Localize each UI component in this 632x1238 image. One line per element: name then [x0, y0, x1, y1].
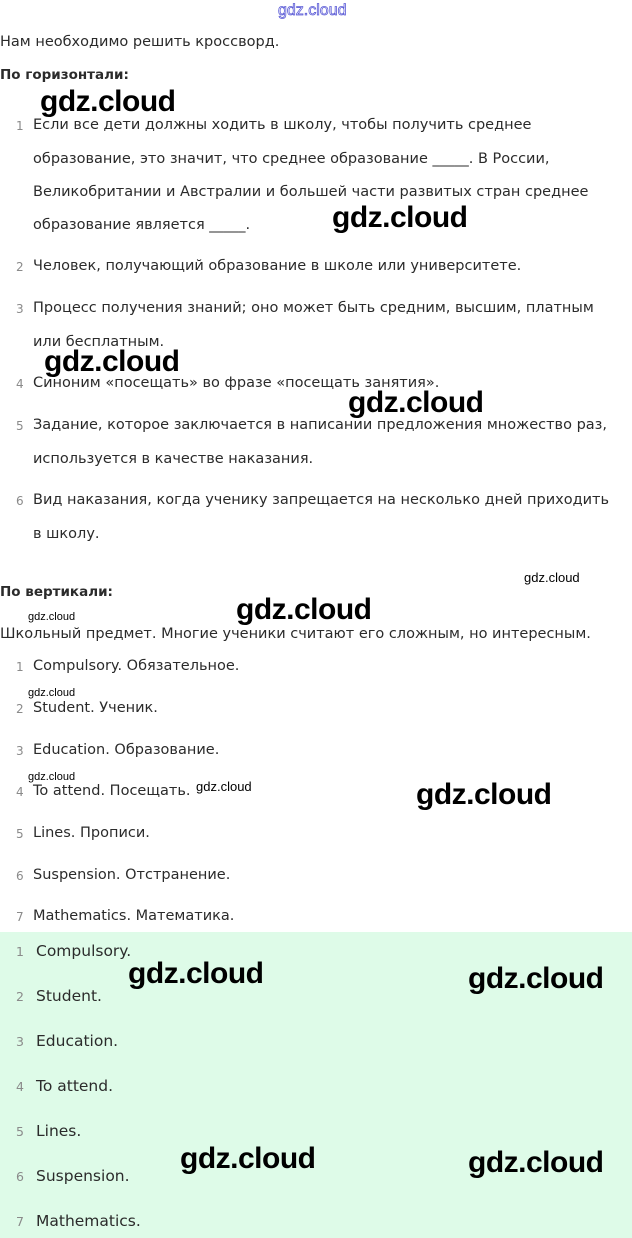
- across-clue-3-line-1: Процесс получения знаний; оно может быть средним, высшим, платным: [33, 300, 594, 316]
- watermark: gdz.cloud: [524, 570, 580, 585]
- watermark: gdz.cloud: [196, 779, 252, 794]
- watermark: gdz.cloud: [468, 1146, 604, 1179]
- translation-num-3: 3: [16, 744, 24, 758]
- answer-6: Suspension.: [36, 1167, 130, 1185]
- answer-num-5: 5: [16, 1124, 24, 1139]
- translation-6: Suspension. Отстранение.: [33, 867, 231, 883]
- across-clue-4: Синоним «посещать» во фразе «посещать занятия».: [33, 375, 440, 391]
- watermark: gdz.cloud: [332, 201, 468, 234]
- answer-num-4: 4: [16, 1079, 24, 1094]
- across-clue-1-line-2: образование, это значит, что среднее образование _____. В России,: [33, 151, 550, 167]
- watermark: gdz.cloud: [28, 611, 76, 623]
- watermark: gdz.cloud: [44, 345, 180, 378]
- answer-2: Student.: [36, 987, 102, 1005]
- translation-num-6: 6: [16, 869, 24, 883]
- translation-1: Compulsory. Обязательное.: [33, 658, 240, 674]
- watermark: gdz.cloud: [128, 957, 264, 990]
- answer-7: Mathematics.: [36, 1212, 141, 1230]
- across-heading: По горизонтали:: [0, 67, 129, 83]
- across-num-4: 4: [16, 377, 24, 391]
- across-clue-6-line-1: Вид наказания, когда ученику запрещается на несколько дней приходить: [33, 492, 610, 508]
- answer-num-3: 3: [16, 1034, 24, 1049]
- across-clue-5-line-1: Задание, которое заключается в написании предложения множество раз,: [33, 417, 607, 433]
- translation-num-1: 1: [16, 660, 24, 674]
- translation-num-2: 2: [16, 702, 24, 716]
- translation-7: Mathematics. Математика.: [33, 908, 235, 924]
- translation-num-4: 4: [16, 785, 24, 799]
- across-clue-2: Человек, получающий образование в школе или университете.: [33, 258, 522, 274]
- answer-num-1: 1: [16, 944, 24, 959]
- answer-5: Lines.: [36, 1122, 82, 1140]
- translation-num-5: 5: [16, 827, 24, 841]
- intro-text: Нам необходимо решить кроссворд.: [0, 34, 280, 50]
- across-clue-3-line-2: или бесплатным.: [33, 334, 165, 350]
- across-clue-1-line-3: Великобритании и Австралии и большей части развитых стран среднее: [33, 184, 589, 200]
- watermark: gdz.cloud: [40, 85, 176, 118]
- across-num-1: 1: [16, 119, 24, 133]
- across-clue-5-line-2: используется в качестве наказания.: [33, 451, 314, 467]
- watermark-top: gdz.cloud: [278, 2, 347, 19]
- answer-num-2: 2: [16, 989, 24, 1004]
- translation-num-7: 7: [16, 910, 24, 924]
- answer-num-6: 6: [16, 1169, 24, 1184]
- answer-4: To attend.: [36, 1077, 114, 1095]
- answer-3: Education.: [36, 1032, 119, 1050]
- watermark: gdz.cloud: [348, 386, 484, 419]
- across-clue-1-line-4: образование является _____.: [33, 217, 251, 233]
- watermark: gdz.cloud: [236, 593, 372, 626]
- translation-2: Student. Ученик.: [33, 700, 158, 716]
- across-num-6: 6: [16, 494, 24, 508]
- across-num-5: 5: [16, 419, 24, 433]
- answer-num-7: 7: [16, 1214, 24, 1229]
- watermark: gdz.cloud: [468, 962, 604, 995]
- translation-5: Lines. Прописи.: [33, 825, 150, 841]
- across-num-2: 2: [16, 260, 24, 274]
- answer-1: Compulsory.: [36, 942, 132, 960]
- watermark: gdz.cloud: [28, 687, 76, 699]
- across-num-3: 3: [16, 302, 24, 316]
- across-clue-6-line-2: в школу.: [33, 526, 100, 542]
- watermark: gdz.cloud: [28, 771, 76, 783]
- translation-3: Education. Образование.: [33, 742, 220, 758]
- watermark: gdz.cloud: [180, 1142, 316, 1175]
- translation-4: To attend. Посещать.: [33, 783, 191, 799]
- down-clue: Школьный предмет. Многие ученики считают его сложным, но интересным.: [0, 626, 591, 642]
- across-clue-1-line-1: Если все дети должны ходить в школу, чтобы получить среднее: [33, 117, 532, 133]
- down-heading: По вертикали:: [0, 584, 113, 600]
- watermark: gdz.cloud: [416, 778, 552, 811]
